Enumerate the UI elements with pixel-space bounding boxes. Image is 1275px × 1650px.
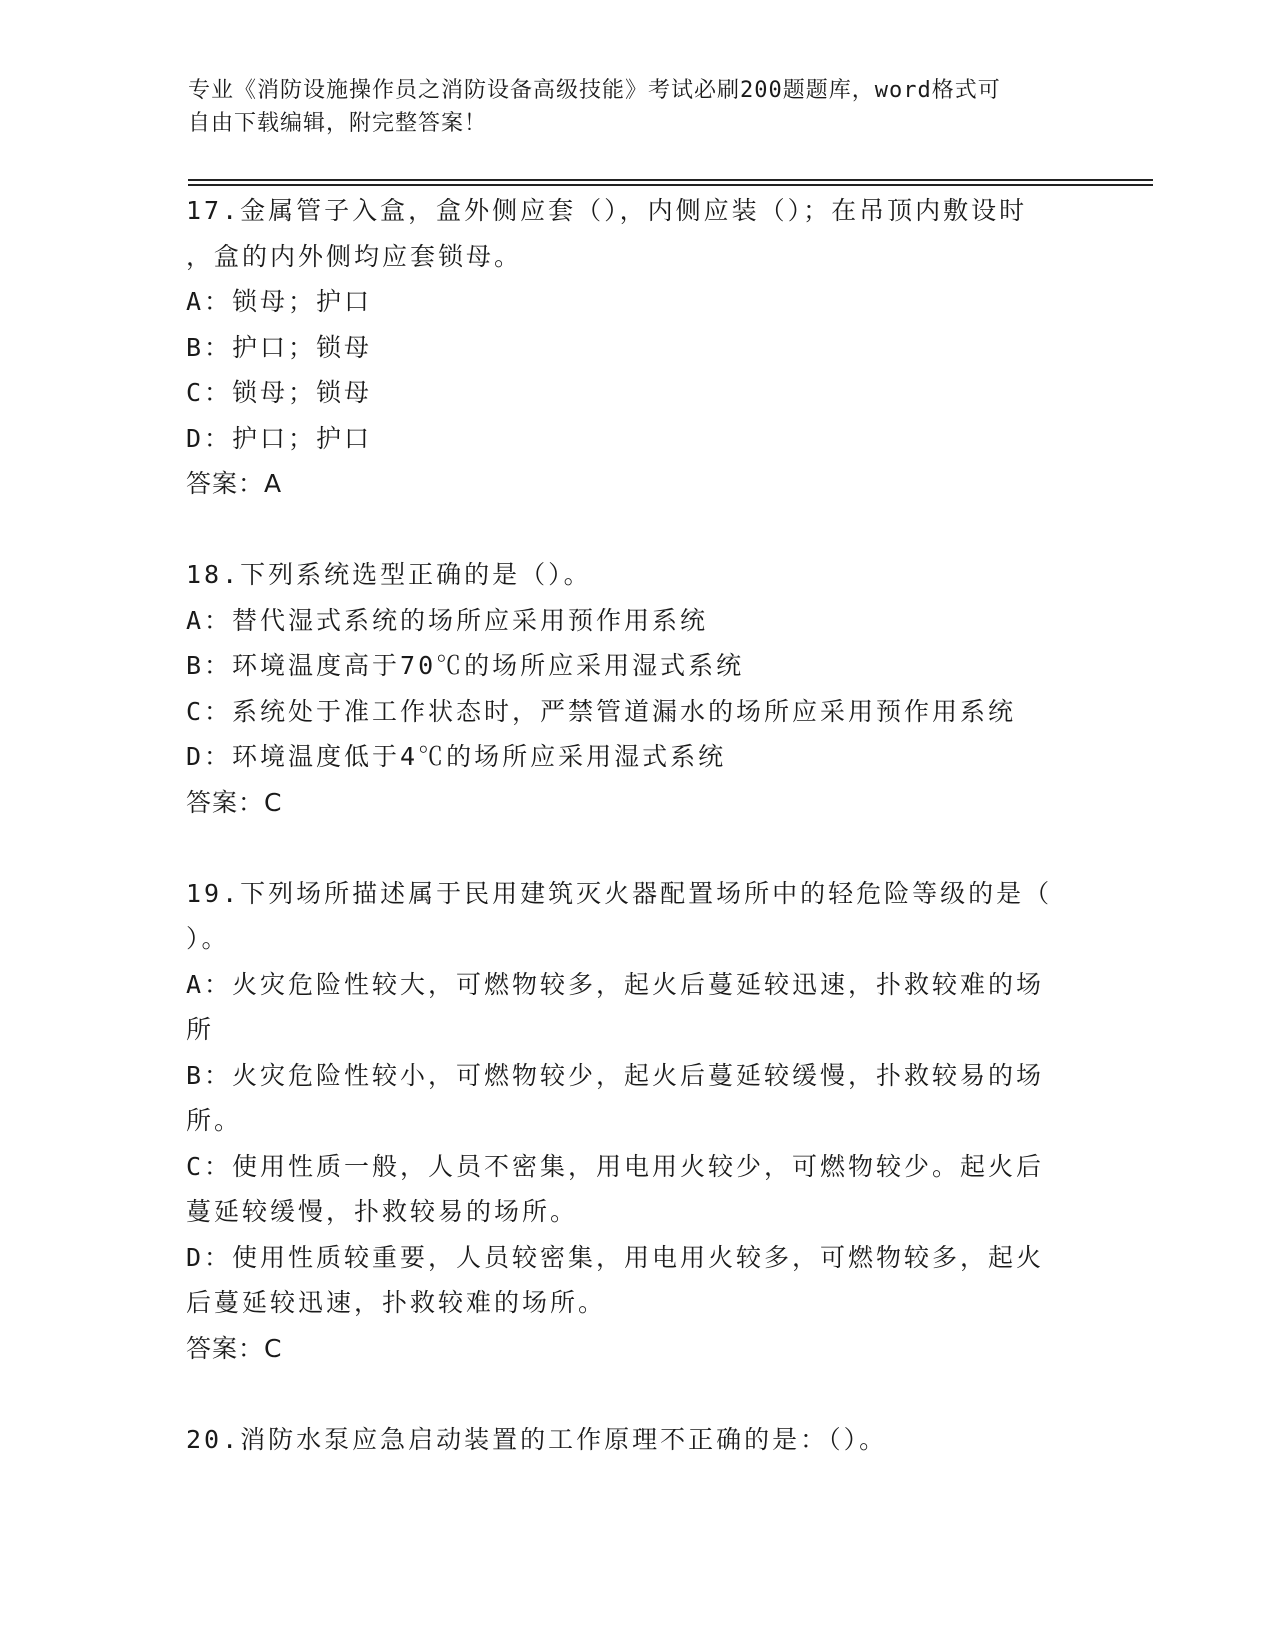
question-stem: 19.下列场所描述属于民用建筑灭火器配置场所中的轻危险等级的是（: [186, 878, 1053, 908]
question-stem: 20.消防水泵应急启动装置的工作原理不正确的是：（）。: [186, 1424, 888, 1454]
answer: 答案：A: [186, 469, 283, 498]
question-stem-continued: ，盒的内外侧均应套锁母。: [186, 241, 523, 271]
option-c-continued: 蔓延较缓慢，扑救较易的场所。: [186, 1197, 579, 1226]
question-spacer: [186, 825, 1086, 871]
header-line-1: 专业《消防设施操作员之消防设备高级技能》考试必刷200题题库，word格式可: [188, 78, 1001, 103]
option-d: D：环境温度低于4℃的场所应采用湿式系统: [186, 742, 727, 771]
option-b: B：护口；锁母: [186, 332, 373, 362]
question-spacer: [186, 1371, 1086, 1417]
question-spacer: [186, 507, 1086, 553]
question-stem-continued: ）。: [186, 924, 230, 953]
header-divider-top: [188, 179, 1153, 181]
question-17: [186, 188, 1086, 507]
document-header: [188, 74, 1088, 140]
option-b: B：火灾危险性较小，可燃物较少，起火后蔓延较缓慢，扑救较易的场: [186, 1060, 1045, 1090]
header-divider-bottom: [188, 184, 1153, 186]
option-c: C：使用性质一般，人员不密集，用电用火较少，可燃物较少。起火后: [186, 1151, 1045, 1181]
option-b: B：环境温度高于70℃的场所应采用湿式系统: [186, 651, 745, 680]
option-b-continued: 所。: [186, 1106, 243, 1135]
option-c: C：锁母；锁母: [186, 378, 373, 407]
question-20: [186, 1417, 1086, 1463]
question-19: [186, 871, 1086, 1372]
question-stem: 18.下列系统选型正确的是（）。: [186, 560, 592, 589]
option-a-continued: 所: [186, 1015, 215, 1044]
option-d: D：护口；护口: [186, 423, 373, 453]
question-list: [186, 188, 1086, 1462]
option-d-continued: 后蔓延较迅速，扑救较难的场所。: [186, 1288, 607, 1317]
option-c: C：系统处于准工作状态时，严禁管道漏水的场所应采用预作用系统: [186, 696, 1017, 726]
answer: 答案：C: [186, 1333, 283, 1363]
question-stem: 17.金属管子入盒，盒外侧应套（），内侧应装（）；在吊顶内敷设时: [186, 196, 1028, 225]
header-line-2: 自由下载编辑，附完整答案！: [188, 111, 488, 136]
question-18: [186, 552, 1086, 825]
answer: 答案：C: [186, 787, 283, 817]
option-a: A：锁母；护口: [186, 287, 373, 316]
option-a: A：替代湿式系统的场所应采用预作用系统: [186, 605, 709, 635]
option-a: A：火灾危险性较大，可燃物较多，起火后蔓延较迅速，扑救较难的场: [186, 969, 1045, 999]
option-d: D：使用性质较重要，人员较密集，用电用火较多，可燃物较多，起火: [186, 1242, 1045, 1272]
